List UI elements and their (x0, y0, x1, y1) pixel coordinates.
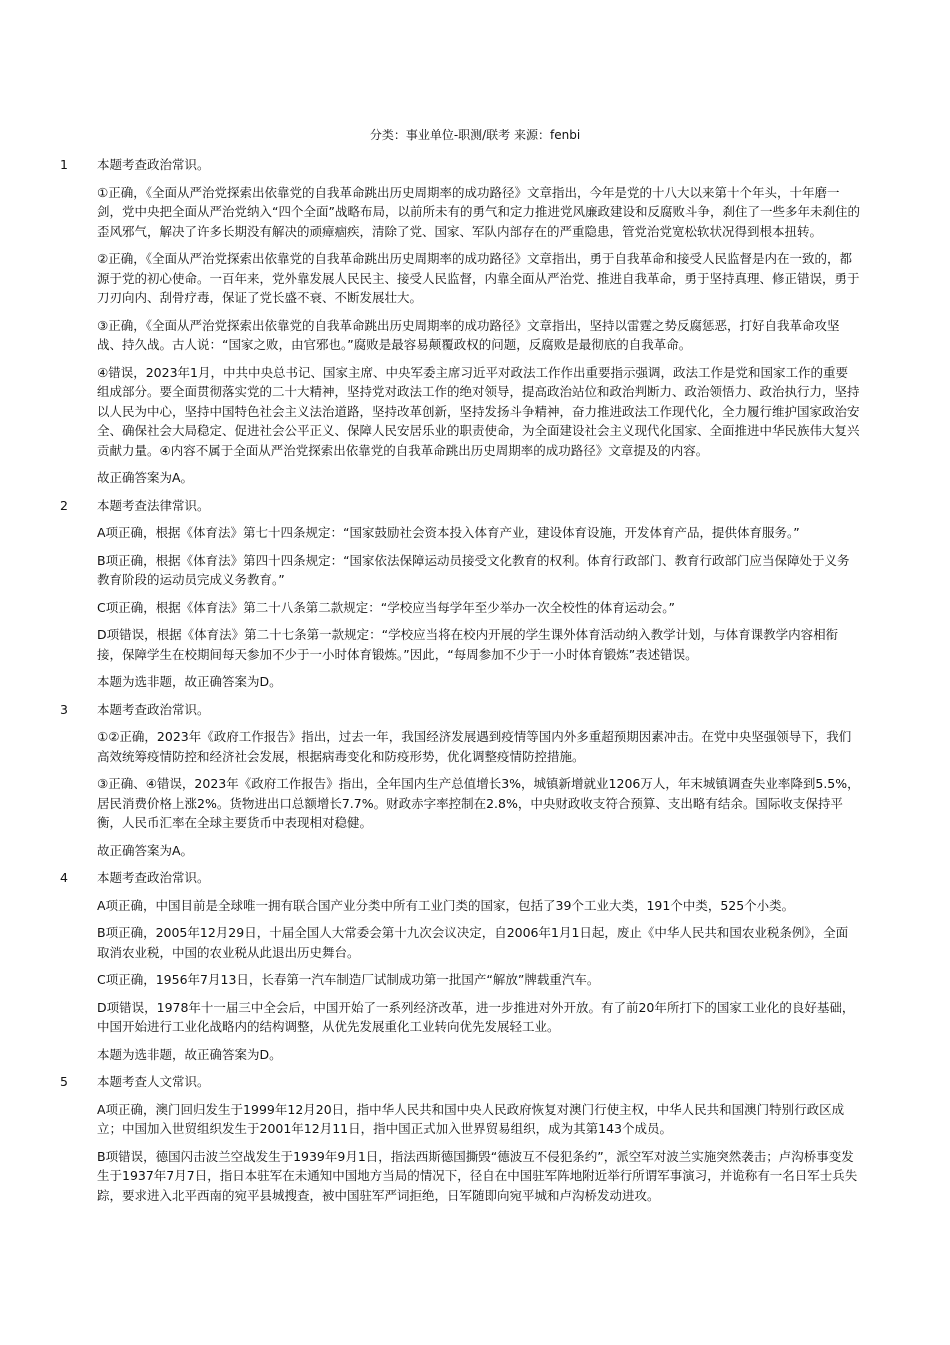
explanation-paragraph: ③正确、④错误，2023年《政府工作报告》指出，全年国内生产总值增长3%，城镇新增就业1206万人，年末城镇调查失业率降到5.5%，居民消费价格上涨2%。货物进出口总额增长7.7%。财政赤字率控制在2.8%，中央财政收支符合预算、支出略有结余。国际收支保持平衡，人民币汇率在全球主要货币中表现相对稳健。 (97, 776, 860, 830)
document-category-header: 分类：事业单位-职测/联考 来源：fenbi (369, 128, 581, 142)
topic-line: 本题考查政治常识。 (97, 157, 210, 172)
explanation-body (97, 496, 860, 692)
explanation-body (97, 155, 860, 488)
explanation-paragraph: 本题为选非题，故正确答案为D。 (97, 1046, 282, 1062)
explanation-paragraph: 故正确答案为A。 (97, 470, 194, 485)
explanation-paragraph: B项错误，德国闪击波兰空战发生于1939年9月1日，指法西斯德国撕毁“德波互不侵犯条约”，派空军对波兰实施突然袭击；卢沟桥事变发生于1937年7月7日，指日本驻军在未通知中国地方当局的情况下，径自在中国驻军阵地附近举行所谓军事演习，并诡称有一名日军士兵失踪，要求进入北平西南的宛平县城搜查，被中国驻军严词拒绝，日军随即向宛平城和卢沟桥发动进攻。 (97, 1148, 858, 1203)
question-explanation (60, 700, 860, 861)
topic-line: 本题考查政治常识。 (97, 701, 210, 717)
explanation-body (97, 1072, 860, 1205)
explanation-paragraph: 本题为选非题，故正确答案为D。 (97, 674, 282, 689)
explanation-paragraph: ③正确，《全面从严治党探索出依靠党的自我革命跳出历史周期率的成功路径》文章指出，坚持以雷霆之势反腐惩恶，打好自我革命攻坚战、持久战。古人说：“国家之败，由官邪也。”腐败是最容易颠覆政权的问题，反腐败是最彻底的自我革命。 (97, 317, 840, 352)
answer-explanations (60, 155, 860, 1213)
topic-line: 本题考查人文常识。 (97, 1074, 210, 1089)
topic-line: 本题考查法律常识。 (97, 497, 210, 513)
topic-line: 本题考查政治常识。 (97, 870, 210, 885)
explanation-paragraph: ①正确，《全面从严治党探索出依靠党的自我革命跳出历史周期率的成功路径》文章指出，今年是党的十八大以来第十个年头，十年磨一剑，党中央把全面从严治党纳入“四个全面”战略布局，以前所未有的勇气和定力推进党风廉政建设和反腐败斗争，刹住了一些多年未刹住的歪风邪气，解决了许多长期没有解决的顽瘴痼疾，清除了党、国家、军队内部存在的严重隐患，管党治党宽松软状况得到根本扭转。 (97, 184, 860, 239)
question-explanation (60, 1072, 860, 1205)
explanation-paragraph: A项正确，根据《体育法》第七十四条规定：“国家鼓励社会资本投入体育产业，建设体育设施，开发体育产品，提供体育服务。” (97, 525, 800, 540)
explanation-paragraph: B项正确，2005年12月29日，十届全国人大常委会第十九次会议决定，自2006年1月1日起，废止《中华人民共和国农业税条例》，全面取消农业税，中国的农业税从此退出历史舞台。 (97, 925, 849, 960)
explanation-paragraph: D项错误，1978年十一届三中全会后，中国开始了一系列经济改革，进一步推进对外开放。有了前20年所打下的国家工业化的良好基础，中国开始进行工业化战略内的结构调整，从优先发展重化工业转向优先发展轻工业。 (97, 999, 855, 1034)
question-explanation (60, 868, 860, 1064)
question-number: 2 (60, 497, 68, 513)
explanation-body (97, 868, 860, 1064)
explanation-paragraph: D项错误，根据《体育法》第二十七条第一款规定：“学校应当将在校内开展的学生课外体育活动纳入教学计划，与体育课教学内容相衔接，保障学生在校期间每天参加不少于一小时体育锻炼。”因此，“每周参加不少于一小时体育锻炼”表述错误。 (97, 627, 839, 662)
question-number: 1 (60, 157, 68, 172)
explanation-paragraph: B项正确，根据《体育法》第四十四条规定：“国家依法保障运动员接受文化教育的权利。体育行政部门、教育行政部门应当保障处于义务教育阶段的运动员完成义务教育。” (97, 552, 850, 587)
explanation-paragraph: ④错误，2023年1月，中共中央总书记、国家主席、中央军委主席习近平对政法工作作出重要指示强调，政法工作是党和国家工作的重要组成部分。要全面贯彻落实党的二十大精神，坚持党对政法工作的绝对领导，提高政治站位和政治判断力、政治领悟力、政治执行力，坚持以人民为中心，坚持中国特色社会主义法治道路，坚持改革创新，坚持发扬斗争精神，奋力推进政法工作现代化，全力履行维护国家政治安全、确保社会大局稳定、促进社会公平正义、保障人民安居乐业的职责使命，为全面建设社会主义现代化国家、全面推进中华民族伟大复兴贡献力量。④内容不属于全面从严治党探索出依靠党的自我革命跳出历史周期率的成功路径》文章提及的内容。 (97, 364, 860, 458)
question-number: 3 (60, 701, 68, 717)
question-number: 4 (60, 870, 68, 885)
explanation-body (97, 700, 860, 861)
question-number: 5 (60, 1074, 68, 1089)
explanation-paragraph: ②正确，《全面从严治党探索出依靠党的自我革命跳出历史周期率的成功路径》文章指出，勇于自我革命和接受人民监督是内在一致的，都源于党的初心使命。一百年来，党外靠发展人民民主、接受人民监督，内靠全面从严治党、推进自我革命，勇于坚持真理、修正错误，勇于刀刃向内、刮骨疗毒，保证了党长盛不衰、不断发展壮大。 (97, 251, 860, 305)
explanation-paragraph: 故正确答案为A。 (97, 842, 194, 858)
question-explanation (60, 155, 860, 488)
explanation-paragraph: A项正确，中国目前是全球唯一拥有联合国产业分类中所有工业门类的国家，包括了39个工业大类，191个中类，525个小类。 (97, 897, 795, 913)
explanation-paragraph: C项正确，根据《体育法》第二十八条第二款规定：“学校应当每学年至少举办一次全校性的体育运动会。” (97, 599, 675, 615)
explanation-paragraph: A项正确，澳门回归发生于1999年12月20日，指中华人民共和国中央人民政府恢复对澳门行使主权，中华人民共和国澳门特别行政区成立；中国加入世贸组织发生于2001年12月11日，指中国正式加入世界贸易组织，成为其第143个成员。 (97, 1101, 845, 1136)
explanation-paragraph: C项正确，1956年7月13日，长春第一汽车制造厂试制成功第一批国产“解放”牌载重汽车。 (97, 972, 600, 987)
question-explanation (60, 496, 860, 692)
explanation-paragraph: ①②正确，2023年《政府工作报告》指出，过去一年，我国经济发展遇到疫情等国内外多重超预期因素冲击。在党中央坚强领导下，我们高效统筹疫情防控和经济社会发展，根据病毒变化和防疫形势，优化调整疫情防控措施。 (97, 729, 852, 764)
